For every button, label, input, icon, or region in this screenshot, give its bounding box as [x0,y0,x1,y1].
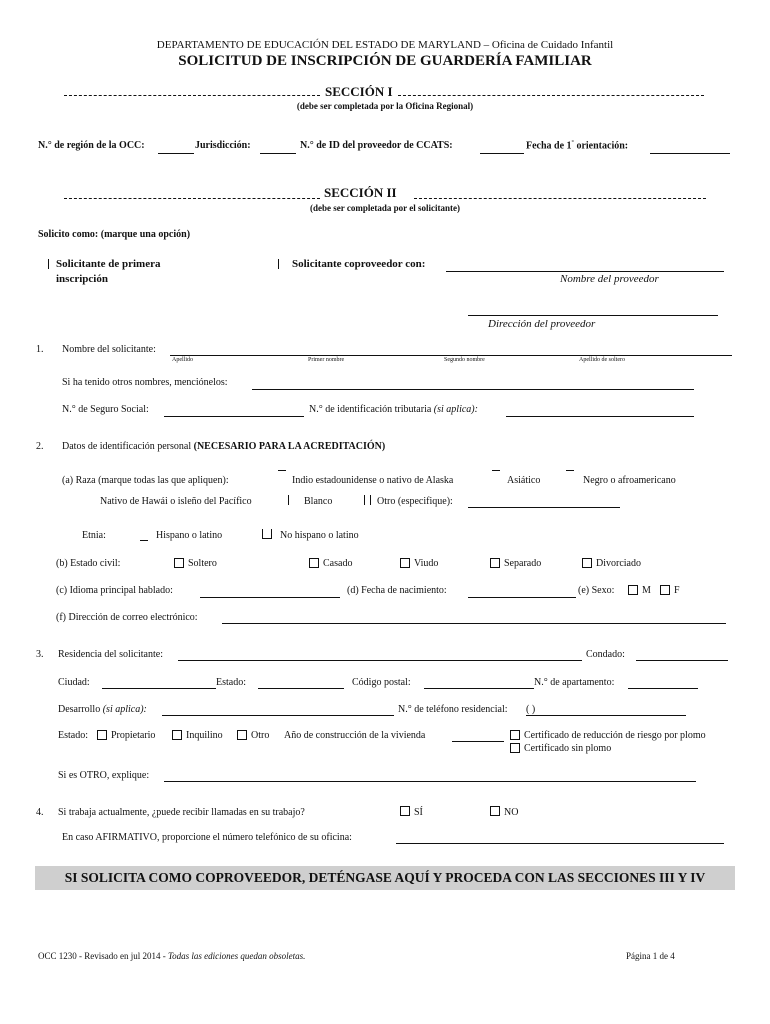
q3-number: 3. [36,649,44,660]
section1-note: (debe ser completada por la Oficina Regional) [296,101,474,111]
race-white-checkbox[interactable] [364,495,365,505]
development-label: Desarrollo (si aplica): [58,704,147,715]
residence-field[interactable] [178,660,582,661]
provider-address-caption: Dirección del proveedor [488,318,596,330]
ethnicity-hispanic-checkbox[interactable] [140,540,148,541]
coprovider-checkbox[interactable] [278,259,279,269]
zip-label: Código postal: [352,677,411,688]
state-label: Estado: [216,677,246,688]
sex-label: (e) Sexo: [578,585,615,596]
race-black-checkbox[interactable] [566,470,574,471]
sex-m-label: M [642,585,651,596]
race-black-label: Negro o afroamericano [583,475,676,486]
department-header: DEPARTAMENTO DE EDUCACIÓN DEL ESTADO DE MARYLAND – Oficina de Cuidado Infantil [156,39,614,51]
housing-status-label: Estado: [58,730,88,741]
apt-label: N.° de apartamento: [534,677,615,688]
race-white-label: Blanco [304,496,333,507]
sex-f-label: F [674,585,680,596]
footer-form-id: OCC 1230 - Revisado en jul 2014 - Todas las ediciones quedan obsoletas. [38,951,306,961]
home-phone-field[interactable]: ( ) [526,704,536,715]
jurisdiction-label: Jurisdicción: [195,140,251,151]
personal-id-label: Datos de identificación personal (NECESARIO PARA LA ACREDITACIÓN) [62,441,386,452]
dob-field[interactable] [468,597,576,598]
ethnicity-non-hispanic-checkbox[interactable] [262,529,272,539]
sex-f-checkbox[interactable] [660,585,670,595]
race-other-label: Otro (especifique): [377,496,453,507]
email-label: (f) Dirección de correo electrónico: [56,612,198,623]
lead-free-checkbox[interactable] [510,743,520,753]
section1-rule-left [64,95,320,96]
ethnicity-label: Etnia: [82,530,106,541]
first-time-checkbox[interactable] [48,259,49,269]
status-other-label: Otro [251,730,270,741]
section1-rule-right [398,95,704,96]
coprovider-stop-text: SI SOLICITA COMO COPROVEEDOR, DETÉNGASE AQUÍ Y PROCEDA CON LAS SECCIONES III Y IV [64,870,706,885]
section2-rule-left [64,198,320,199]
marital-single-checkbox[interactable] [174,558,184,568]
marital-separated-label: Separado [504,558,542,569]
other-names-label: Si ha tenido otros nombres, menciónelos: [62,377,228,388]
section2-heading: SECCIÓN II [324,185,397,200]
status-tenant-label: Inquilino [186,730,223,741]
status-owner-checkbox[interactable] [97,730,107,740]
race-asian-checkbox[interactable] [492,470,500,471]
provider-address-field[interactable] [468,315,718,316]
status-owner-label: Propietario [111,730,156,741]
lead-reduction-checkbox[interactable] [510,730,520,740]
work-phone-field[interactable] [396,843,724,844]
first-time-label-2: inscripción [56,273,108,285]
language-label: (c) Idioma principal hablado: [56,585,173,596]
form-title: SOLICITUD DE INSCRIPCIÓN DE GUARDERÍA FAMILIAR [178,53,592,69]
work-calls-label: Si trabaja actualmente, ¿puede recibir llamadas en su trabajo? [58,807,305,818]
apt-field[interactable] [628,688,698,689]
ssn-field[interactable] [164,416,304,417]
sub-first-name: Primer nombre [308,357,345,363]
race-other-checkbox[interactable] [370,495,371,505]
provider-id-field[interactable] [480,153,524,154]
provider-id-label: N.° de ID del proveedor de CCATS: [300,140,453,151]
q1-number: 1. [36,344,44,355]
marital-married-label: Casado [323,558,353,569]
footer-page-number: Página 1 de 4 [626,951,675,961]
lead-free-label: Certificado sin plomo [524,743,612,754]
marital-widowed-checkbox[interactable] [400,558,410,568]
language-field[interactable] [200,597,340,598]
year-built-label: Año de construcción de la vivienda [284,730,426,741]
dob-label: (d) Fecha de nacimiento: [347,585,447,596]
race-hawaiian-label: Nativo de Hawái o isleño del Pacífico [100,496,252,507]
marital-widowed-label: Viudo [414,558,439,569]
ethnicity-hispanic-label: Hispano o latino [156,530,223,541]
section1-heading: SECCIÓN I [325,84,393,99]
zip-field[interactable] [424,688,534,689]
city-label: Ciudad: [58,677,90,688]
sub-second-name: Segundo nombre [444,357,485,363]
race-other-field[interactable] [468,507,620,508]
orientation-label: Fecha de 1° orientación: [526,140,629,152]
email-field[interactable] [222,623,726,624]
race-native-label: Indio estadounidense o nativo de Alaska [292,475,454,486]
race-label: (a) Raza (marque todas las que apliquen): [62,475,229,486]
coprovider-name-field[interactable] [446,271,724,272]
other-names-field[interactable] [252,389,694,390]
tax-id-field[interactable] [506,416,694,417]
work-calls-yes-checkbox[interactable] [400,806,410,816]
orientation-field[interactable] [650,153,730,154]
residence-label: Residencia del solicitante: [58,649,163,660]
section2-rule-right [414,198,706,199]
q4-number: 4. [36,807,44,818]
region-label: N.° de región de la OCC: [38,140,145,151]
marital-divorced-checkbox[interactable] [582,558,592,568]
ethnicity-non-hispanic-label: No hispano o latino [280,530,359,541]
coprovider-label: Solicitante coproveedor con: [292,258,426,270]
city-field[interactable] [102,688,216,689]
section2-note: (debe ser completada por el solicitante) [310,203,460,213]
race-hawaiian-checkbox[interactable] [288,495,289,505]
work-phone-label: En caso AFIRMATIVO, proporcione el número telefónico de su oficina: [62,832,352,843]
work-calls-yes-label: SÍ [414,807,423,818]
work-calls-no-label: NO [504,807,519,818]
home-phone-label: N.° de teléfono residencial: [398,704,508,715]
explain-other-field[interactable] [164,781,696,782]
apply-as-label: Solicito como: (marque una opción) [38,229,191,240]
q2-number: 2. [36,441,44,452]
marital-divorced-label: Divorciado [596,558,641,569]
race-asian-label: Asiático [507,475,541,486]
explain-other-label: Si es OTRO, explique: [58,770,150,781]
jurisdiction-field[interactable] [260,153,296,154]
sex-m-checkbox[interactable] [628,585,638,595]
work-calls-no-checkbox[interactable] [490,806,500,816]
race-native-checkbox[interactable] [278,470,286,471]
marital-married-checkbox[interactable] [309,558,319,568]
sub-maiden-name: Apellido de soltero [579,357,625,363]
marital-single-label: Soltero [188,558,217,569]
county-field[interactable] [636,660,728,661]
provider-name-caption: Nombre del proveedor [560,273,659,285]
status-other-checkbox[interactable] [237,730,247,740]
state-field[interactable] [258,688,344,689]
lead-reduction-label: Certificado de reducción de riesgo por plomo [524,730,706,741]
first-time-label-1: Solicitante de primera [56,258,161,270]
sub-last-name: Apellido [172,357,193,363]
status-tenant-checkbox[interactable] [172,730,182,740]
tax-id-label: N.° de identificación tributaria (si aplica): [309,404,478,415]
home-phone-line [526,715,686,716]
region-field[interactable] [158,153,194,154]
applicant-name-field[interactable] [170,355,732,356]
county-label: Condado: [586,649,625,660]
year-built-field[interactable] [452,741,504,742]
marital-label: (b) Estado civil: [56,558,121,569]
applicant-name-label: Nombre del solicitante: [62,344,156,355]
ssn-label: N.° de Seguro Social: [62,404,149,415]
development-field[interactable] [162,715,394,716]
marital-separated-checkbox[interactable] [490,558,500,568]
